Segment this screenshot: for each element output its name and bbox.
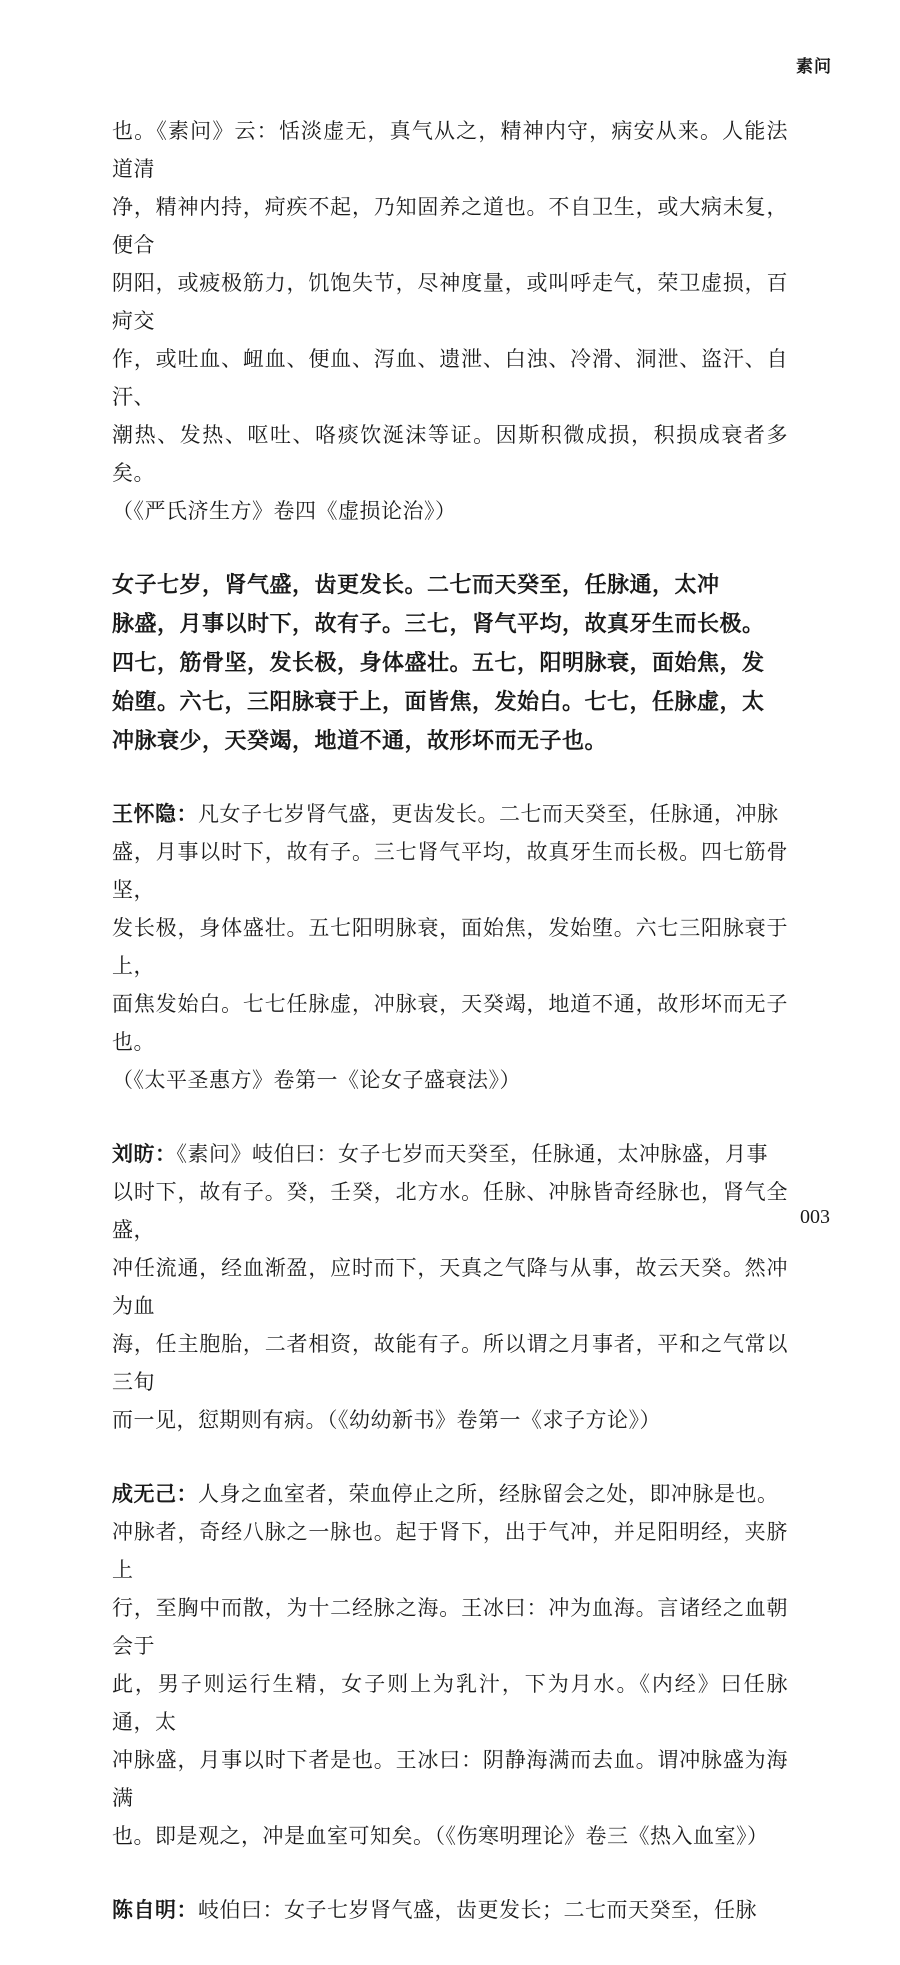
commentary-chen-ziming xyxy=(112,1891,788,1929)
page-number: 003 xyxy=(800,1206,830,1228)
commentary-author: 陈自明： xyxy=(112,1898,198,1922)
commentary-text: 岐伯曰：女子七岁肾气盛，齿更发长；二七而天癸至，任脉 xyxy=(198,1898,757,1922)
intro-paragraph: 也。《素问》云：恬淡虚无，真气从之，精神内守，病安从来。人能法道清 净，精神内持，疴疾不起，乃知固养之道也。不自卫生，或大病未复，便合 阴阳，或疲极筋力，饥饱失节，尽神度量，或叫呼走气，荣卫虚损，百疴交 作，或吐血、衄血、便血、泻血、遗泄、白浊、冷滑、洞泄、盗汗、自汗、 潮热、发热、呕吐、咯痰饮涎沫等证。因斯积微成损，积损成衰者多矣。 （《严氏济生方》卷四《虚损论治》） xyxy=(112,119,788,523)
classic-text: 女子七岁，肾气盛，齿更发长。二七而天癸至，任脉通，太冲 脉盛，月事以时下，故有子。三七，肾气平均，故真牙生而长极。 四七，筋骨坚，发长极，身体盛壮。五七，阳明脉衰，面始焦，发 始堕。六七，三阳脉衰于上，面皆焦，发始白。七七，任脉虚，太 冲脉衰少，天癸竭，地道不通，故形坏而无子也。 xyxy=(112,573,765,754)
commentary-cheng-wuji xyxy=(112,1475,788,1855)
commentary-author: 王怀隐： xyxy=(112,802,198,826)
commentary-author: 成无己： xyxy=(112,1482,198,1506)
running-header: 素问 xyxy=(796,57,832,77)
commentary-wang-huaiyin xyxy=(112,795,788,1099)
commentary-text: 人身之血室者，荣血停止之所，经脉留会之处，即冲脉是也。 冲脉者，奇经八脉之一脉也。起于肾下，出于气冲，并足阳明经，夹脐上 行，至胸中而散，为十二经脉之海。王冰曰：冲为血海。言诸经之血朝会于 此，男子则运行生精，女子则上为乳汁，下为月水。《内经》曰任脉通，太 冲脉盛，月事以时下者是也。王冰曰：阴静海满而去血。谓冲脉盛为海满 也。即是观之，冲是血室可知矣。（《伤寒明理论》卷三《热入血室》） xyxy=(112,1482,788,1848)
page-body xyxy=(112,112,788,1965)
commentary-liu-fang xyxy=(112,1135,788,1439)
commentary-author: 刘昉： xyxy=(112,1142,177,1166)
commentary-text: 凡女子七岁肾气盛，更齿发长。二七而天癸至，任脉通，冲脉 盛，月事以时下，故有子。三七肾气平均，故真牙生而长极。四七筋骨坚， 发长极，身体盛壮。五七阳明脉衰，面始焦，发始堕。六七三阳脉衰于上， 面焦发始白。七七任脉虚，冲脉衰，天癸竭，地道不通，故形坏而无子也。 （《太平圣惠方》卷第一《论女子盛衰法》） xyxy=(112,802,788,1092)
commentary-text: 《素问》岐伯曰：女子七岁而天癸至，任脉通，太冲脉盛，月事 以时下，故有子。癸，壬癸，北方水。任脉、冲脉皆奇经脉也，肾气全盛， 冲任流通，经血渐盈，应时而下，天真之气降与从事，故云天癸。然冲为血 海，任主胞胎，二者相资，故能有子。所以谓之月事者，平和之气常以三旬 而一见，愆期则有病。（《幼幼新书》卷第一《求子方论》） xyxy=(112,1142,788,1432)
